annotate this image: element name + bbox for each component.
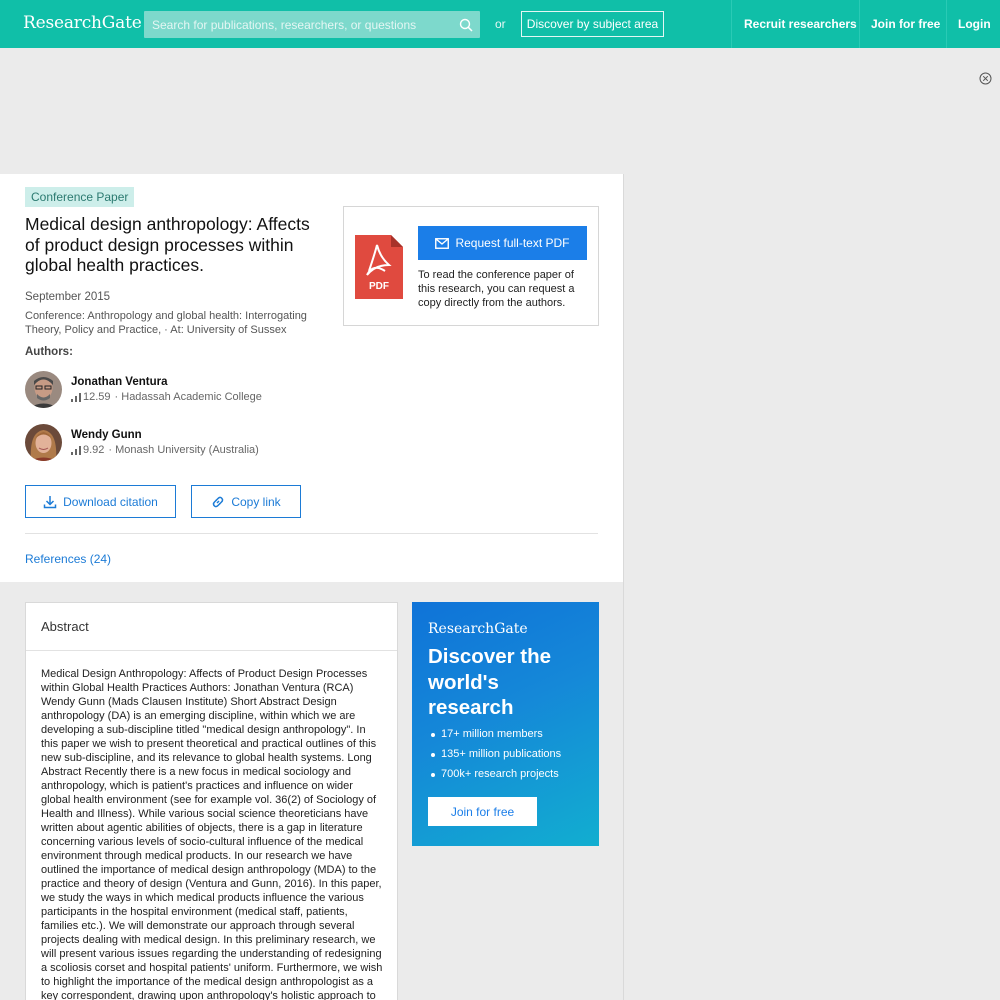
nav-divider [946, 0, 947, 48]
author-meta [71, 444, 259, 456]
abstract-text: Medical Design Anthropology: Affects of Product Design Processes within Global Health Practices Authors: Jonathan Ventura (RCA) Wendy Gunn (Mads Clausen Institute) Short Abstract Design anthropology (DA) is an emerging discipline, within which we are developing a sub-discipline titled "medical design anthropology". In this paper we wish to present theoretical and practical outlines of this new sub-discipline, and its relevance to global health systems. Long Abstract Recently there is a new focus in medical sociology and anthropology, which is patient's practices and influence on wider global health environment (see for example vol. 36(2) of Sociology of Health and Illness). While various social science theoreticians have written about agentic abilities of objects, there is a gap in literature concerning various levels of socio-cultural influence of the medical environment through medical products. In our research we have outlined the importance of medical design anthropology (MDA) to the practice and theory of design (Ventura and Gunn, 2016). In this paper, we study the ways in which medical products influence the various participants in the hospital environment (medical staff, patients, families etc.). We will demonstrate our approach through several projects dealing with medical design. In this preliminary research, we will present various issues regarding the understanding of redesigning a scoliosis corset and hospital patients' uniform. Furthermore, we wish to highlight the importance of the medical design anthropologist as a key correspondent, drawing upon anthropology's holistic approach to [41, 668, 383, 1000]
or-text: or [495, 17, 506, 31]
abstract-header [26, 603, 397, 651]
paper-title: Medical design anthropology: Affects of product design processes within global health practices. [25, 214, 310, 275]
search-box [144, 11, 480, 38]
login-link[interactable]: Login [958, 17, 991, 31]
nav-divider [731, 0, 732, 48]
author-avatar[interactable] [25, 371, 62, 408]
discover-by-subject-button[interactable]: Discover by subject area [521, 11, 664, 37]
promo-stats-list [428, 728, 593, 788]
author-affiliation: · Monash University (Australia) [108, 444, 259, 456]
download-citation-label: Download citation [63, 494, 158, 509]
request-full-text-button[interactable] [418, 226, 587, 260]
authors-label: Authors: [25, 346, 73, 358]
stats-icon [71, 446, 81, 455]
conference-info: Conference: Anthropology and global health: Interrogating Theory, Policy and Practice, · At: University of Sussex [25, 310, 307, 336]
join-for-free-link[interactable]: Join for free [871, 17, 941, 31]
promo-logo: ResearchGate [428, 621, 528, 637]
author-name[interactable]: Jonathan Ventura [71, 376, 168, 388]
author-affiliation: · Hadassah Academic College [114, 391, 262, 403]
abstract-card [25, 602, 398, 1000]
promo-stat-item: 700k+ research projects [428, 768, 593, 788]
author-name[interactable]: Wendy Gunn [71, 429, 142, 441]
author-score: 12.59 [83, 391, 111, 403]
close-ad-icon[interactable] [979, 72, 992, 85]
author-item [25, 371, 325, 409]
mail-icon [435, 238, 449, 249]
download-citation-button[interactable] [25, 485, 176, 518]
pdf-file-icon [355, 235, 403, 299]
copy-link-button[interactable] [191, 485, 301, 518]
researchgate-logo[interactable]: ResearchGate [23, 13, 142, 33]
request-description: To read the conference paper of this research, you can request a copy directly from the authors. [418, 269, 575, 309]
author-item [25, 424, 325, 462]
abstract-heading: Abstract [41, 619, 89, 634]
search-input[interactable] [144, 11, 454, 38]
author-avatar[interactable] [25, 424, 62, 461]
pdf-label: PDF [369, 281, 389, 292]
request-full-text-label: Request full-text PDF [455, 236, 570, 250]
publication-type-badge: Conference Paper [25, 187, 134, 207]
copy-link-label: Copy link [231, 494, 281, 509]
publication-date: September 2015 [25, 291, 111, 303]
download-icon [43, 495, 57, 509]
link-icon [211, 495, 225, 509]
search-icon[interactable] [459, 18, 473, 32]
author-score: 9.92 [83, 444, 105, 456]
author-meta [71, 391, 262, 403]
nav-divider [859, 0, 860, 48]
promo-stat-item: 135+ million publications [428, 748, 593, 768]
recruit-researchers-link[interactable]: Recruit researchers [744, 17, 857, 31]
panel-border [623, 174, 624, 1000]
stats-icon [71, 393, 81, 402]
top-navigation-bar [0, 0, 1000, 48]
promo-join-button[interactable]: Join for free [428, 797, 537, 826]
promo-stat-item: 17+ million members [428, 728, 593, 748]
references-tab[interactable]: References (24) [25, 552, 112, 566]
section-divider [25, 533, 598, 534]
promo-headline: Discover the world's research [428, 645, 552, 719]
discover-research-promo [412, 602, 599, 846]
pdf-request-box [343, 206, 599, 326]
